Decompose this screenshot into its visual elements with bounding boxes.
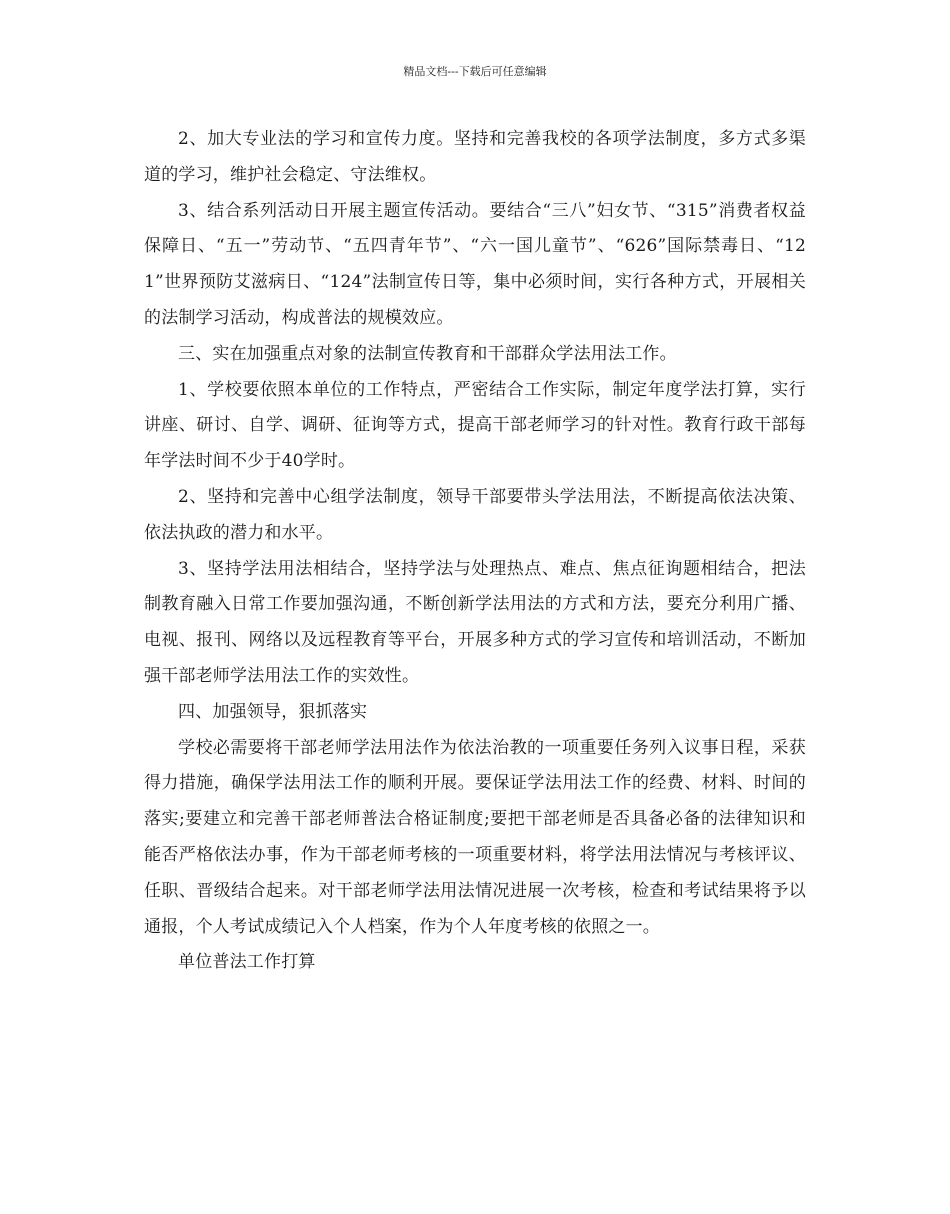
paragraph-item-3-study-practice: 3、坚持学法用法相结合，坚持学法与处理热点、难点、焦点征询题相结合，把法制教育融入日常工作要加强沟通，不断创新学法用法的方式和方法，要充分利用广播、电视、报刊、网络以及远程教育等平台，开展多种方式的学习宣传和培训活动，不断加强干部老师学法用法工作的实效性。 [144, 558, 806, 686]
paragraph-school-implementation: 学校必需要将干部老师学法用法作为依法治教的一项重要任务列入议事日程，采获得力措施，确保学法用法工作的顺利开展。要保证学法用法工作的经费、材料、时间的落实;要建立和完善干部老师普法合格证制度;要把干部老师是否具备必备的法律知识和能否严格依法办事，作为干部老师考核的一项重要材料，将学法用法情况与考核评议、任职、晋级结合起来。对干部老师学法用法情况进展一次考核，检查和考试结果将予以通报，个人考试成绩记入个人档案，作为个人年度考核的依照之一。 [144, 737, 806, 937]
paragraph-item-2-leadership-study: 2、坚持和完善中心组学法制度，领导干部要带头学法用法，不断提高依法决策、依法执政的潜力和水平。 [144, 486, 806, 543]
section-heading-three: 三、实在加强重点对象的法制宣传教育和干部群众学法用法工作。 [178, 343, 677, 364]
paragraph-item-2-publicity: 2、加大专业法的学习和宣传力度。坚持和完善我校的各项学法制度，多方式多渠道的学习，维护社会稳定、守法维权。 [144, 129, 806, 185]
document-body [144, 122, 806, 981]
section-heading-four: 四、加强领导，狠抓落实 [178, 701, 368, 722]
paragraph-item-3-theme-days: 3、结合系列活动日开展主题宣传活动。要结合“三八”妇女节、“315”消费者权益保障日、“五一”劳动节、“五四青年节”、“六一国儿童节”、“626”国际禁毒日、“121”世界预防艾滋病日、“124”法制宣传日等，集中必须时间，实行各种方式，开展相关的法制学习活动，构成普法的规模效应。 [144, 200, 806, 328]
paragraph-item-1-school-plan: 1、学校要依照本单位的工作特点，严密结合工作实际，制定年度学法打算，实行讲座、研讨、自学、调研、征询等方式，提高干部老师学习的针对性。教育行政干部每年学法时间不少于40学时。 [144, 379, 806, 472]
document-title-line: 单位普法工作打算 [178, 952, 316, 973]
page-header: 精品文档---下载后可任意编辑 [403, 65, 547, 78]
